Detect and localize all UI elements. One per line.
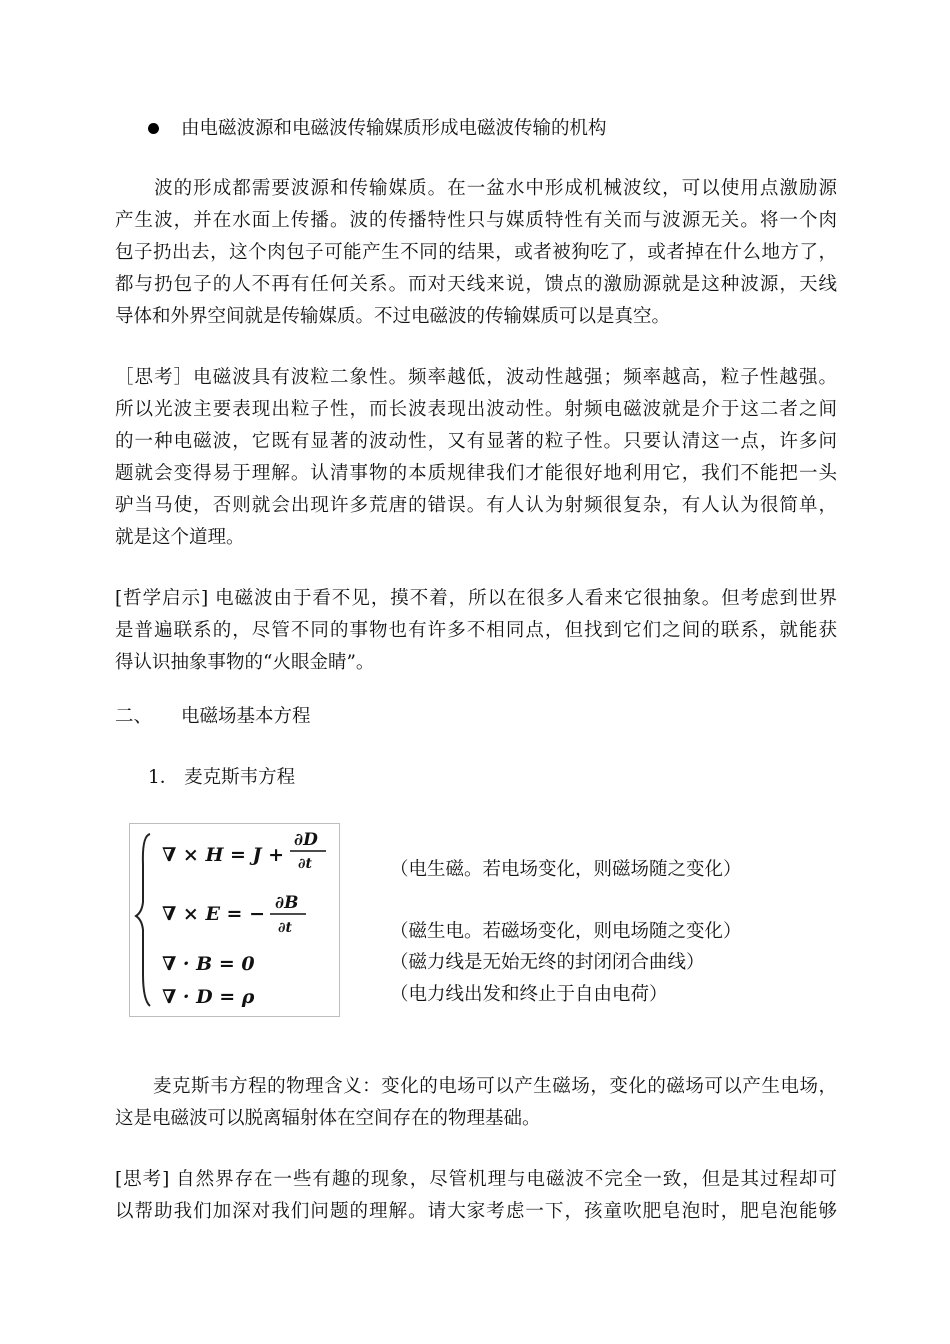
- eq-2-denominator: ∂t: [278, 920, 292, 936]
- eq-4: ∇ · D = ρ: [162, 986, 255, 1008]
- eq-2-numerator: ∂B: [275, 893, 299, 913]
- text-line: ［思考］电磁波具有波粒二象性。频率越低，波动性越强；频率越高，粒子性越强。: [115, 367, 837, 388]
- text-line: 题就会变得易于理解。认清事物的本质规律我们才能很好地利用它，我们不能把一头: [115, 463, 837, 484]
- maxwell-equations-image: [129, 823, 340, 1017]
- text-line: 产生波，并在水面上传播。波的传播特性只与媒质特性有关而与波源无关。将一个肉: [115, 210, 837, 231]
- text-line: 这是电磁波可以脱离辐射体在空间存在的物理基础。: [115, 1108, 541, 1129]
- text-line: 就是这个道理。: [115, 527, 245, 548]
- eq-3: ∇ · B = 0: [162, 953, 255, 975]
- text-line: 驴当马使，否则就会出现许多荒唐的错误。有人认为射频很复杂，有人认为很简单，: [115, 495, 837, 516]
- text-line: 所以光波主要表现出粒子性，而长波表现出波动性。射频电磁波就是介于这二者之间: [115, 399, 837, 420]
- text-line: [思考] 自然界存在一些有趣的现象，尽管机理与电磁波不完全一致，但是其过程却可: [115, 1169, 837, 1190]
- eq-1-numerator: ∂D: [294, 830, 318, 850]
- equations-drawing: [130, 824, 339, 1016]
- text-line: 得认识抽象事物的“火眼金睛”。: [115, 652, 375, 673]
- eq-1-lhs: ∇ × H = J +: [162, 844, 285, 866]
- equation-note-3: （磁力线是无始无终的封闭闭合曲线）: [390, 952, 705, 973]
- equation-note-4: （电力线出发和终止于自由电荷）: [390, 984, 668, 1005]
- text-line: 的一种电磁波，它既有显著的波动性，又有显著的粒子性。只要认清这一点，许多问: [115, 431, 837, 452]
- bullet-icon: [148, 123, 159, 134]
- equation-note-1: （电生磁。若电场变化，则磁场随之变化）: [390, 859, 742, 880]
- text-line: 波的形成都需要波源和传输媒质。在一盆水中形成机械波纹，可以使用点激励源: [115, 178, 837, 199]
- text-line: 麦克斯韦方程的物理含义：变化的电场可以产生磁场，变化的磁场可以产生电场，: [115, 1076, 837, 1097]
- equation-note-2: （磁生电。若磁场变化，则电场随之变化）: [390, 921, 742, 942]
- text-line: 是普遍联系的，尽管不同的事物也有许多不相同点，但找到它们之间的联系，就能获: [115, 620, 837, 641]
- text-line: 导体和外界空间就是传输媒质。不过电磁波的传输媒质可以是真空。: [115, 306, 671, 327]
- eq-1-denominator: ∂t: [298, 856, 312, 872]
- text-line: [哲学启示] 电磁波由于看不见，摸不着，所以在很多人看来它很抽象。但考虑到世界: [115, 588, 837, 609]
- left-brace: [136, 834, 150, 1006]
- section-number: 二、: [115, 706, 153, 727]
- eq-2-lhs: ∇ × E = −: [162, 903, 266, 925]
- text-line: 都与扔包子的人不再有任何关系。而对天线来说，馈点的激励源就是这种波源，天线: [115, 274, 837, 295]
- bullet-item: 由电磁波源和电磁波传输媒质形成电磁波传输的机构: [181, 118, 607, 139]
- section-title: 电磁场基本方程: [181, 706, 311, 727]
- text-line: 包子扔出去，这个肉包子可能产生不同的结果，或者被狗吃了，或者掉在什么地方了，: [115, 242, 837, 263]
- subsection-title: 1． 麦克斯韦方程: [148, 767, 296, 788]
- text-line: 以帮助我们加深对我们问题的理解。请大家考虑一下，孩童吹肥皂泡时，肥皂泡能够: [115, 1201, 837, 1222]
